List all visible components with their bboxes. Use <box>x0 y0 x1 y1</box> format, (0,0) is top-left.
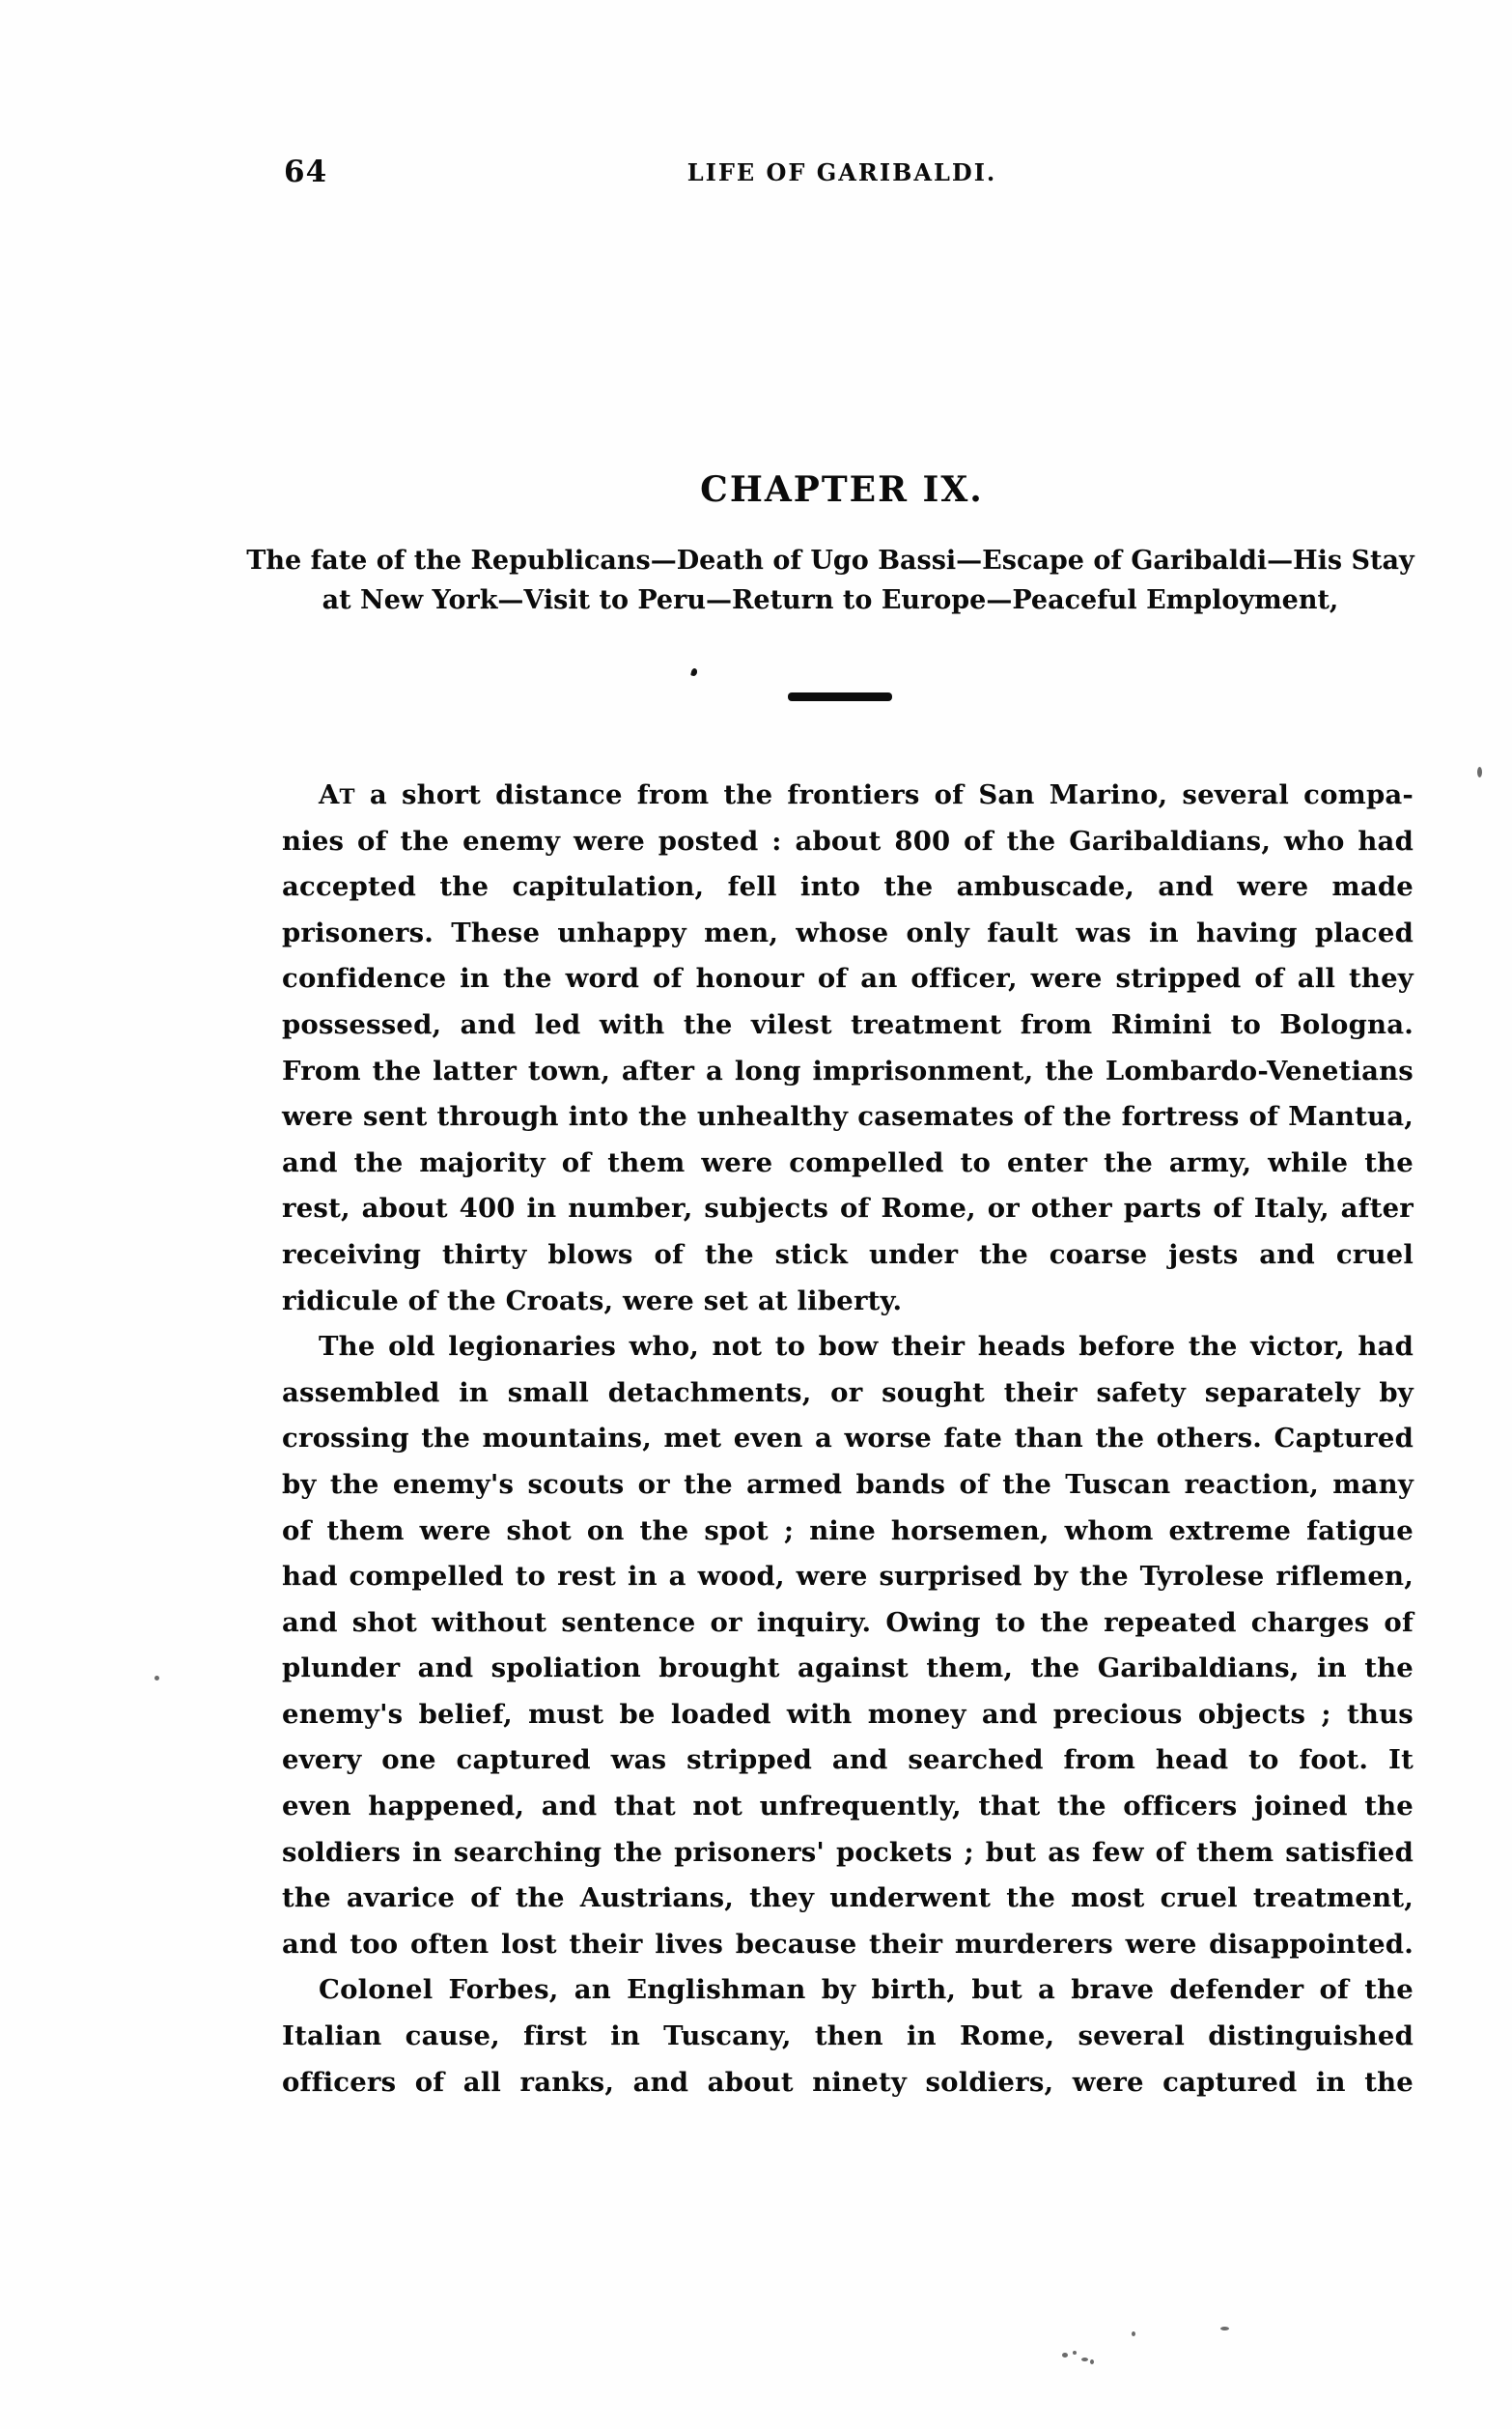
text-line: and too often lost their lives because their murderers were disappointed. <box>282 1928 1414 1960</box>
text-line: soldiers in searching the prisoners' pockets ; but as few of them satisfied <box>282 1836 1414 1868</box>
paragraph <box>282 1967 1414 2105</box>
scan-speck <box>1132 2331 1135 2336</box>
page-header <box>282 155 1414 195</box>
chapter-summary <box>236 541 1425 620</box>
text-line: possessed, and led with the vilest treatment from Rimini to Bologna. <box>282 1008 1414 1040</box>
text-line: rest, about 400 in number, subjects of Rome, or other parts of Italy, after <box>282 1193 1414 1225</box>
text-line: the avarice of the Austrians, they underwent the most cruel treatment, <box>282 1882 1414 1914</box>
text-line: prisoners. These unhappy men, whose only fault was in having placed <box>282 917 1414 948</box>
text-line: every one captured was stripped and searched from head to foot. It <box>282 1744 1414 1776</box>
ink-dot <box>690 667 698 676</box>
summary-line: The fate of the Republicans—Death of Ugo Bassi—Escape of Garibaldi—His Stay <box>246 546 1414 576</box>
text-line: had compelled to rest in a wood, were surprised by the Tyrolese riflemen, <box>282 1561 1414 1593</box>
scan-speck <box>1062 2353 1068 2358</box>
text-line: Colonel Forbes, an Englishman by birth, but a brave defender of the <box>319 1974 1414 2006</box>
chapter-heading: CHAPTER IX. <box>700 469 984 510</box>
text-line: by the enemy's scouts or the armed bands of the Tuscan reaction, many <box>282 1468 1414 1500</box>
text-line: were sent through into the unhealthy casemates of the fortress of Mantua, <box>282 1101 1414 1133</box>
text-line: even happened, and that not unfrequently, that the officers joined the <box>282 1791 1414 1822</box>
text-line: and shot without sentence or inquiry. Owing to the repeated charges of <box>282 1606 1414 1638</box>
scan-speck <box>1477 767 1482 777</box>
scan-speck <box>154 1676 159 1681</box>
text-line: ridicule of the Croats, were set at liberty. <box>282 1285 903 1316</box>
divider-rule <box>788 692 892 701</box>
scan-speck <box>1073 2351 1077 2355</box>
text-line: and the majority of them were compelled to enter the army, while the <box>282 1146 1414 1178</box>
text-line: officers of all ranks, and about ninety soldiers, were captured in the <box>282 2066 1414 2098</box>
text-line: enemy's belief, must be loaded with money and precious objects ; thus <box>282 1698 1414 1730</box>
text-line: AT a short distance from the frontiers of San Marino, several compa- <box>319 779 1414 810</box>
scan-speck <box>1081 2358 1088 2361</box>
scan-speck <box>1220 2327 1229 2330</box>
text-line: confidence in the word of honour of an officer, were stripped of all they <box>282 963 1414 995</box>
text-line: receiving thirty blows of the stick under the coarse jests and cruel <box>282 1238 1414 1270</box>
scan-speck <box>1090 2359 1094 2364</box>
text-line: nies of the enemy were posted : about 800 of the Garibaldians, who had <box>282 825 1414 857</box>
paragraph <box>282 773 1414 1324</box>
body-text <box>282 773 1414 2105</box>
text-line: accepted the capitulation, fell into the ambuscade, and were made <box>282 871 1414 903</box>
text-line: The old legionaries who, not to bow their heads before the victor, had <box>319 1331 1414 1363</box>
text-line: Italian cause, first in Tuscany, then in Rome, several distinguished <box>282 2020 1414 2052</box>
text-line: From the latter town, after a long imprisonment, the Lombardo-Venetians <box>282 1055 1414 1087</box>
running-head: LIFE OF GARIBALDI. <box>686 158 997 186</box>
text-line: assembled in small detachments, or sought their safety separately by <box>282 1376 1414 1408</box>
summary-line: at New York—Visit to Peru—Return to Europe—Peaceful Employment, <box>322 585 1339 615</box>
paragraph <box>282 1324 1414 1967</box>
text-line: plunder and spoliation brought against them, the Garibaldians, in the <box>282 1652 1414 1684</box>
page-number: 64 <box>284 155 328 189</box>
text-line: crossing the mountains, met even a worse fate than the others. Captured <box>282 1423 1414 1455</box>
text-line: of them were shot on the spot ; nine horsemen, whom extreme fatigue <box>282 1514 1414 1546</box>
